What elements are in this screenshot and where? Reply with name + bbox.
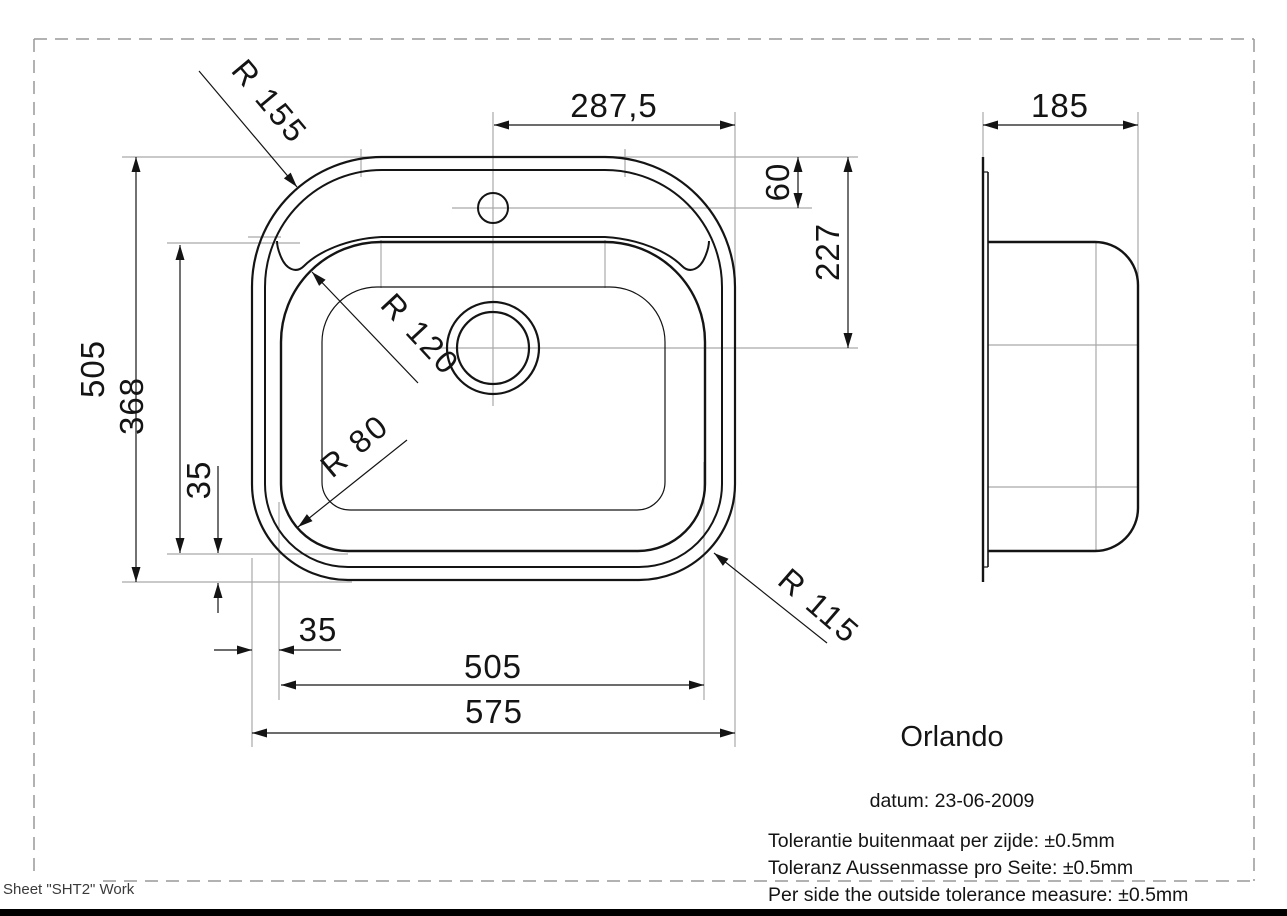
arrow-r80 xyxy=(298,514,313,527)
tolerance-line-nl: Tolerantie buitenmaat per zijde: ±0.5mm xyxy=(768,830,1115,852)
side-outlines xyxy=(983,157,1138,582)
label-overall-height: 505 xyxy=(74,339,111,399)
side-view xyxy=(983,87,1138,582)
tolerance-line-en: Per side the outside tolerance measure: ±0.5mm xyxy=(768,884,1189,906)
arrow-bowlheight-up xyxy=(176,245,185,260)
arrow-drain-down xyxy=(844,333,853,348)
label-rim-left: 35 xyxy=(180,460,217,500)
label-bowl-height: 368 xyxy=(113,376,150,436)
sheet-border xyxy=(34,39,1254,881)
label-overall-width: 575 xyxy=(464,693,524,730)
deck-cap-left xyxy=(277,237,381,270)
arrow-drain-up xyxy=(844,157,853,172)
side-dimension xyxy=(983,87,1138,130)
label-rim-bottom: 35 xyxy=(298,611,338,648)
label-radius-outer-top: R 155 xyxy=(224,52,316,151)
sheet-label: Sheet "SHT2" Work xyxy=(3,881,135,898)
label-faucet-offset: 60 xyxy=(759,162,796,202)
arrow-width-right xyxy=(720,729,735,738)
arrow-depth-left xyxy=(983,121,998,130)
arrow-height-up xyxy=(132,157,141,172)
arrowheads xyxy=(132,121,853,738)
arrow-halfwidth-right xyxy=(720,121,735,130)
label-radius-bowl-top: R 120 xyxy=(373,286,467,383)
arrow-width-left xyxy=(252,729,267,738)
arrow-height-down xyxy=(132,567,141,582)
arrow-halfwidth-left xyxy=(494,121,509,130)
arrow-rimbottom-left xyxy=(279,646,294,655)
product-title: Orlando xyxy=(900,721,1004,753)
date-label: datum: 23-06-2009 xyxy=(869,790,1035,812)
arrow-rimleft-down xyxy=(214,538,223,553)
bowl-profile-outline xyxy=(988,242,1138,551)
title-block xyxy=(768,721,1188,906)
deck-cap-right xyxy=(605,237,709,270)
arrow-rimleft-up xyxy=(214,583,223,598)
arrow-bowlwidth-right xyxy=(689,681,704,690)
label-depth: 185 xyxy=(1030,87,1090,124)
arrow-rimbottom-right xyxy=(237,646,252,655)
arrow-r115 xyxy=(714,553,729,566)
dimension-labels xyxy=(74,52,867,730)
label-bowl-width: 505 xyxy=(463,648,523,685)
bottom-bar xyxy=(0,909,1287,916)
arrow-r155 xyxy=(284,173,297,187)
top-view xyxy=(74,52,867,747)
tolerance-line-de: Toleranz Aussenmasse pro Seite: ±0.5mm xyxy=(768,857,1134,879)
side-construction-lines xyxy=(983,112,1138,551)
arrow-depth-right xyxy=(1123,121,1138,130)
arrow-bowlheight-down xyxy=(176,538,185,553)
label-drain-offset: 227 xyxy=(809,222,846,282)
label-half-width: 287,5 xyxy=(570,87,658,124)
label-radius-outer-bottom: R 115 xyxy=(771,561,868,651)
label-radius-bowl-bottom: R 80 xyxy=(313,406,396,485)
arrow-bowlwidth-left xyxy=(281,681,296,690)
